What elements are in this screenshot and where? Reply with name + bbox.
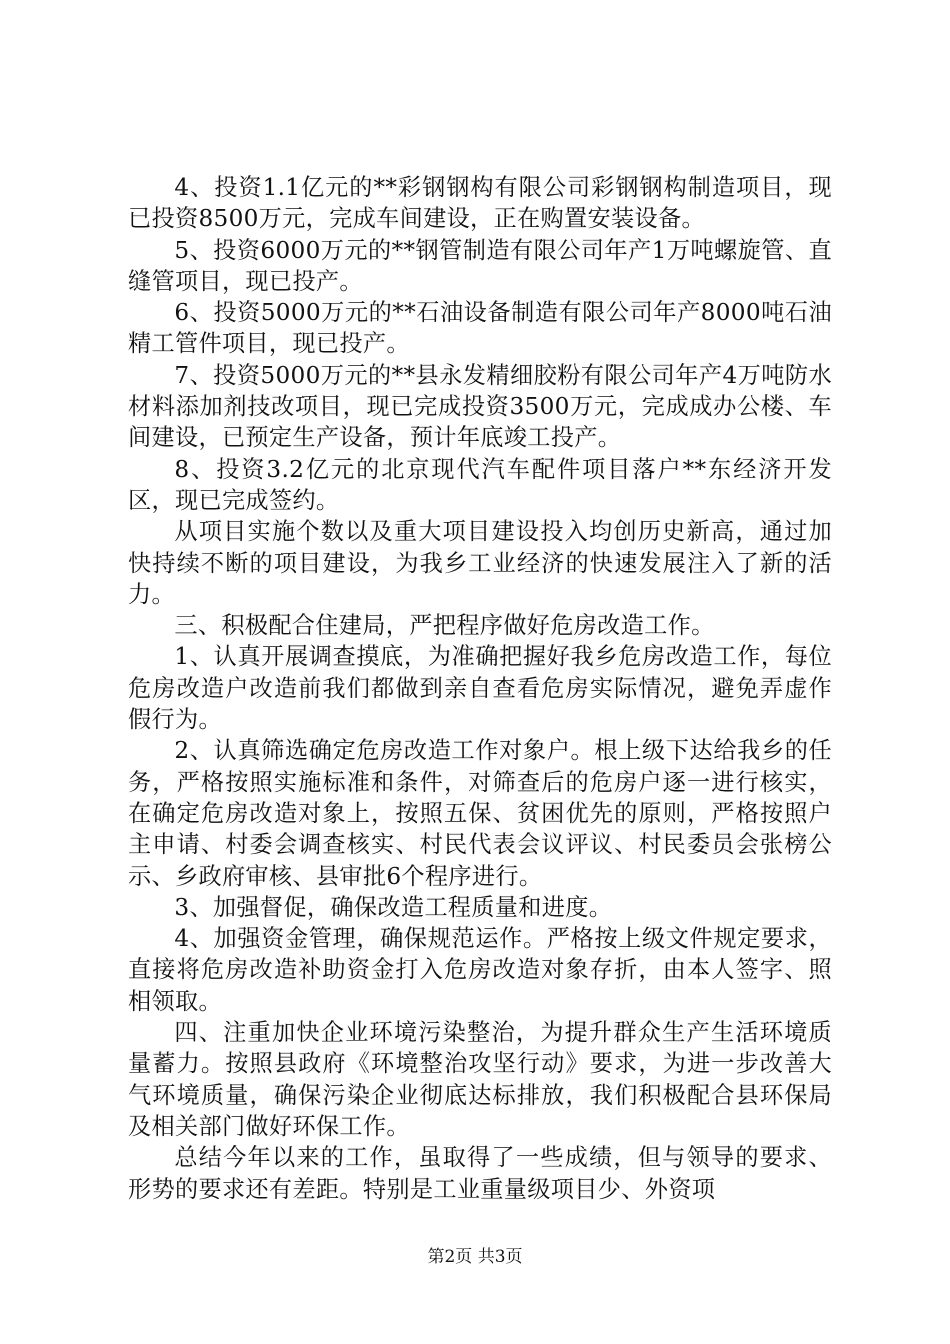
paragraph: 6、投资5000万元的**石油设备制造有限公司年产8000吨石油精工管件项目，现已投产。 xyxy=(128,299,832,358)
paragraph: 8、投资3.2亿元的北京现代汽车配件项目落户**东经济开发区，现已完成签约。 xyxy=(128,455,832,514)
paragraph: 四、注重加快企业环境污染整治，为提升群众生产生活环境质量蓄力。按照县政府《环境整治攻坚行动》要求，为进一步改善大气环境质量，确保污染企业彻底达标排放，我们积极配合县环保局及相关部门做好环保工作。 xyxy=(128,1019,832,1140)
paragraph: 2、认真筛选确定危房改造工作对象户。根上级下达给我乡的任务，严格按照实施标准和条件，对筛查后的危房户逐一进行核实，在确定危房改造对象上，按照五保、贫困优先的原则，严格按照户主申请、村委会调查核实、村民代表会议评议、村民委员会张榜公示、乡政府审核、县审批6个程序进行。 xyxy=(128,737,832,890)
page-number-footer: 第2页 共3页 xyxy=(427,1247,523,1267)
section-heading: 三、积极配合住建局，严把程序做好危房改造工作。 xyxy=(174,612,715,640)
paragraph: 7、投资5000万元的**县永发精细胶粉有限公司年产4万吨防水材料添加剂技改项目，现已完成投资3500万元，完成成办公楼、车间建设，已预定生产设备，预计年底竣工投产。 xyxy=(128,361,832,452)
paragraph: 5、投资6000万元的**钢管制造有限公司年产1万吨螺旋管、直缝管项目，现已投产。 xyxy=(128,236,832,295)
paragraph: 3、加强督促，确保改造工程质量和进度。 xyxy=(174,893,613,921)
paragraph: 4、投资1.1亿元的**彩钢钢构有限公司彩钢钢构制造项目，现已投资8500万元，完成车间建设，正在购置安装设备。 xyxy=(128,174,832,233)
paragraph: 4、加强资金管理，确保规范运作。严格按上级文件规定要求，直接将危房改造补助资金打入危房改造对象存折，由本人签字、照相领取。 xyxy=(128,925,832,1015)
document-body xyxy=(128,172,832,1205)
paragraph: 1、认真开展调查摸底，为准确把握好我乡危房改造工作，每位危房改造户改造前我们都做到亲自查看危房实际情况，避免弄虚作假行为。 xyxy=(128,643,832,734)
paragraph: 总结今年以来的工作，虽取得了一些成绩，但与领导的要求、形势的要求还有差距。特别是工业重量级项目少、外资项 xyxy=(128,1144,832,1203)
paragraph: 从项目实施个数以及重大项目建设投入均创历史新高，通过加快持续不断的项目建设，为我乡工业经济的快速发展注入了新的活力。 xyxy=(128,518,832,608)
